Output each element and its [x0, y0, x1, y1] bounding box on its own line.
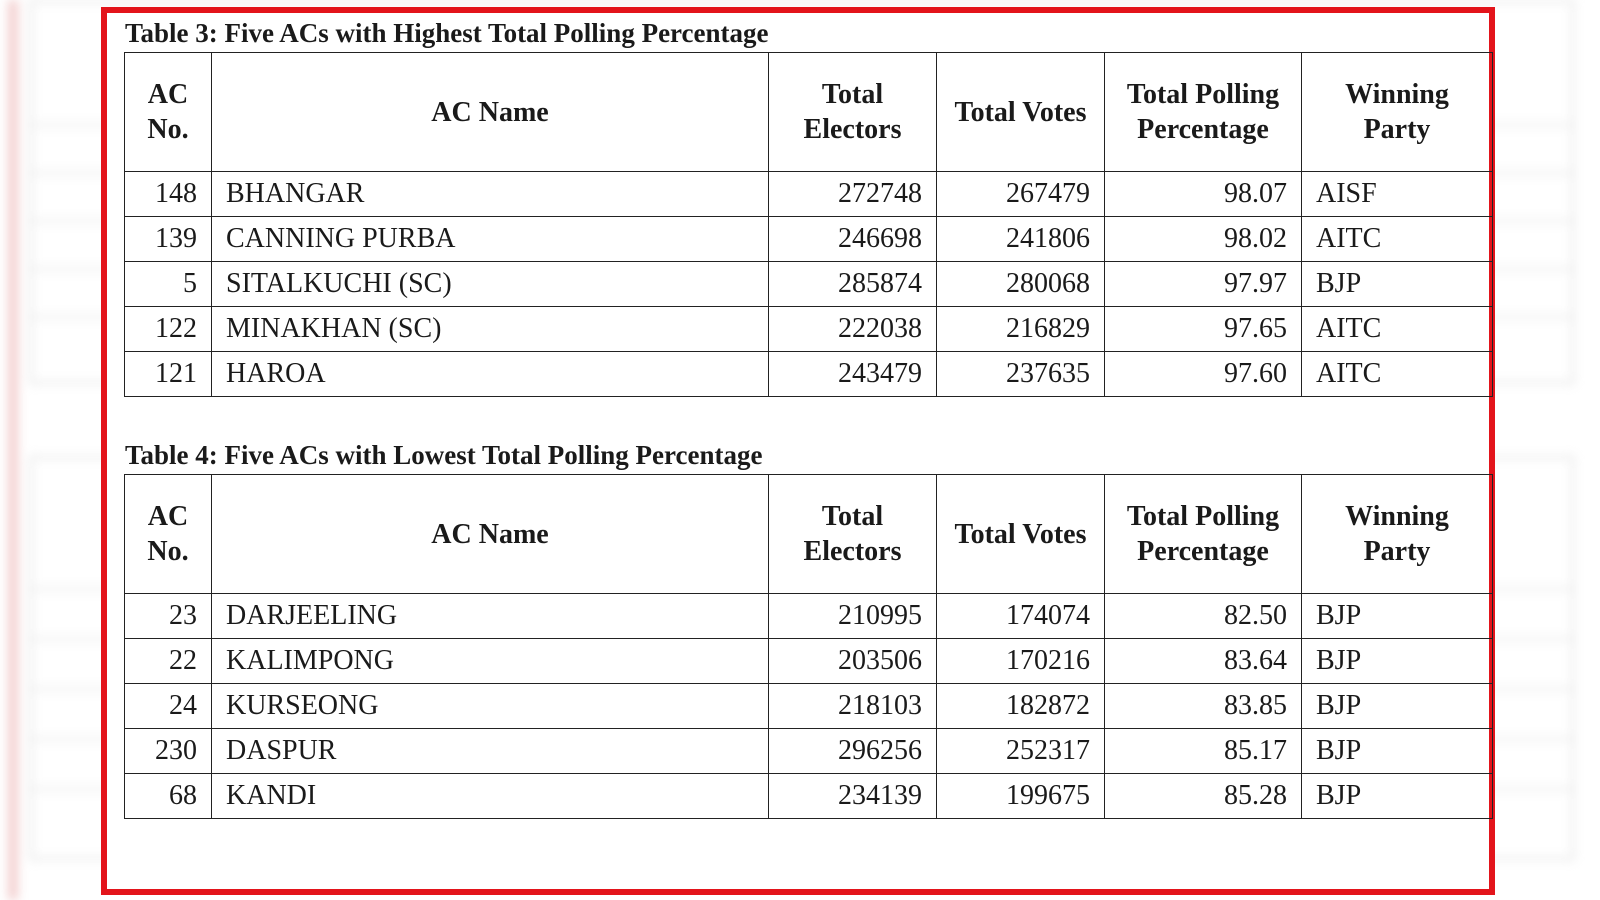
- header-total-electors: Total Electors: [769, 53, 937, 172]
- cell-total-electors: 243479: [769, 352, 937, 397]
- table-row: [125, 262, 1493, 307]
- cell-ac-name: DARJEELING: [212, 594, 769, 639]
- cell-total-electors: 246698: [769, 217, 937, 262]
- cell-winning-party: AITC: [1302, 352, 1493, 397]
- cell-ac-name: KURSEONG: [212, 684, 769, 729]
- cell-ac-no: 139: [125, 217, 212, 262]
- cell-winning-party: AITC: [1302, 307, 1493, 352]
- cell-polling-percentage: 98.02: [1105, 217, 1302, 262]
- cell-ac-name: HAROA: [212, 352, 769, 397]
- cell-polling-percentage: 97.60: [1105, 352, 1302, 397]
- cell-ac-no: 68: [125, 774, 212, 819]
- table-row: [125, 352, 1493, 397]
- cell-total-votes: 241806: [937, 217, 1105, 262]
- cell-polling-percentage: 82.50: [1105, 594, 1302, 639]
- cell-polling-percentage: 85.17: [1105, 729, 1302, 774]
- cell-winning-party: AISF: [1302, 172, 1493, 217]
- cell-total-votes: 170216: [937, 639, 1105, 684]
- cell-ac-name: MINAKHAN (SC): [212, 307, 769, 352]
- cell-ac-no: 230: [125, 729, 212, 774]
- header-ac-name: AC Name: [212, 53, 769, 172]
- table-row: [125, 172, 1493, 217]
- header-total-votes: Total Votes: [937, 53, 1105, 172]
- table-row: [125, 307, 1493, 352]
- header-ac-no: AC No.: [125, 53, 212, 172]
- header-ac-no: AC No.: [125, 475, 212, 594]
- background-page-edge: [8, 0, 18, 900]
- cell-total-votes: 280068: [937, 262, 1105, 307]
- cell-total-electors: 210995: [769, 594, 937, 639]
- cell-ac-no: 5: [125, 262, 212, 307]
- cell-ac-no: 22: [125, 639, 212, 684]
- table3-header-row: [125, 53, 1493, 172]
- cell-total-votes: 237635: [937, 352, 1105, 397]
- cell-total-electors: 203506: [769, 639, 937, 684]
- cell-ac-name: DASPUR: [212, 729, 769, 774]
- cell-polling-percentage: 97.97: [1105, 262, 1302, 307]
- header-ac-name: AC Name: [212, 475, 769, 594]
- cell-winning-party: AITC: [1302, 217, 1493, 262]
- table-row: [125, 217, 1493, 262]
- table4: [124, 474, 1493, 819]
- cell-winning-party: BJP: [1302, 639, 1493, 684]
- table4-caption: Table 4: Five ACs with Lowest Total Polling Percentage: [125, 440, 763, 470]
- header-total-polling-percentage: Total Polling Percentage: [1105, 475, 1302, 594]
- table-row: [125, 639, 1493, 684]
- header-total-polling-percentage: Total Polling Percentage: [1105, 53, 1302, 172]
- cell-total-votes: 182872: [937, 684, 1105, 729]
- table3-caption: Table 3: Five ACs with Highest Total Polling Percentage: [125, 18, 769, 48]
- table3: [124, 52, 1493, 397]
- header-winning-party: Winning Party: [1302, 53, 1493, 172]
- cell-total-electors: 234139: [769, 774, 937, 819]
- cell-polling-percentage: 85.28: [1105, 774, 1302, 819]
- cell-winning-party: BJP: [1302, 774, 1493, 819]
- cell-total-electors: 272748: [769, 172, 937, 217]
- cell-winning-party: BJP: [1302, 684, 1493, 729]
- cell-total-votes: 216829: [937, 307, 1105, 352]
- cell-winning-party: BJP: [1302, 262, 1493, 307]
- cell-ac-name: CANNING PURBA: [212, 217, 769, 262]
- table-row: [125, 774, 1493, 819]
- cell-winning-party: BJP: [1302, 729, 1493, 774]
- cell-total-votes: 252317: [937, 729, 1105, 774]
- cell-ac-no: 23: [125, 594, 212, 639]
- table-row: [125, 594, 1493, 639]
- cell-total-electors: 285874: [769, 262, 937, 307]
- table4-header-row: [125, 475, 1493, 594]
- cell-polling-percentage: 83.85: [1105, 684, 1302, 729]
- cell-ac-no: 122: [125, 307, 212, 352]
- cell-polling-percentage: 97.65: [1105, 307, 1302, 352]
- header-total-votes: Total Votes: [937, 475, 1105, 594]
- cell-total-electors: 222038: [769, 307, 937, 352]
- table-row: [125, 684, 1493, 729]
- cell-polling-percentage: 83.64: [1105, 639, 1302, 684]
- cell-winning-party: BJP: [1302, 594, 1493, 639]
- cell-total-electors: 296256: [769, 729, 937, 774]
- highlight-frame: [101, 7, 1495, 895]
- cell-total-votes: 174074: [937, 594, 1105, 639]
- cell-ac-no: 24: [125, 684, 212, 729]
- cell-ac-name: KANDI: [212, 774, 769, 819]
- cell-ac-name: KALIMPONG: [212, 639, 769, 684]
- cell-ac-no: 121: [125, 352, 212, 397]
- cell-ac-name: BHANGAR: [212, 172, 769, 217]
- cell-total-electors: 218103: [769, 684, 937, 729]
- cell-total-votes: 199675: [937, 774, 1105, 819]
- cell-ac-name: SITALKUCHI (SC): [212, 262, 769, 307]
- cell-ac-no: 148: [125, 172, 212, 217]
- header-total-electors: Total Electors: [769, 475, 937, 594]
- cell-polling-percentage: 98.07: [1105, 172, 1302, 217]
- cell-total-votes: 267479: [937, 172, 1105, 217]
- header-winning-party: Winning Party: [1302, 475, 1493, 594]
- table-row: [125, 729, 1493, 774]
